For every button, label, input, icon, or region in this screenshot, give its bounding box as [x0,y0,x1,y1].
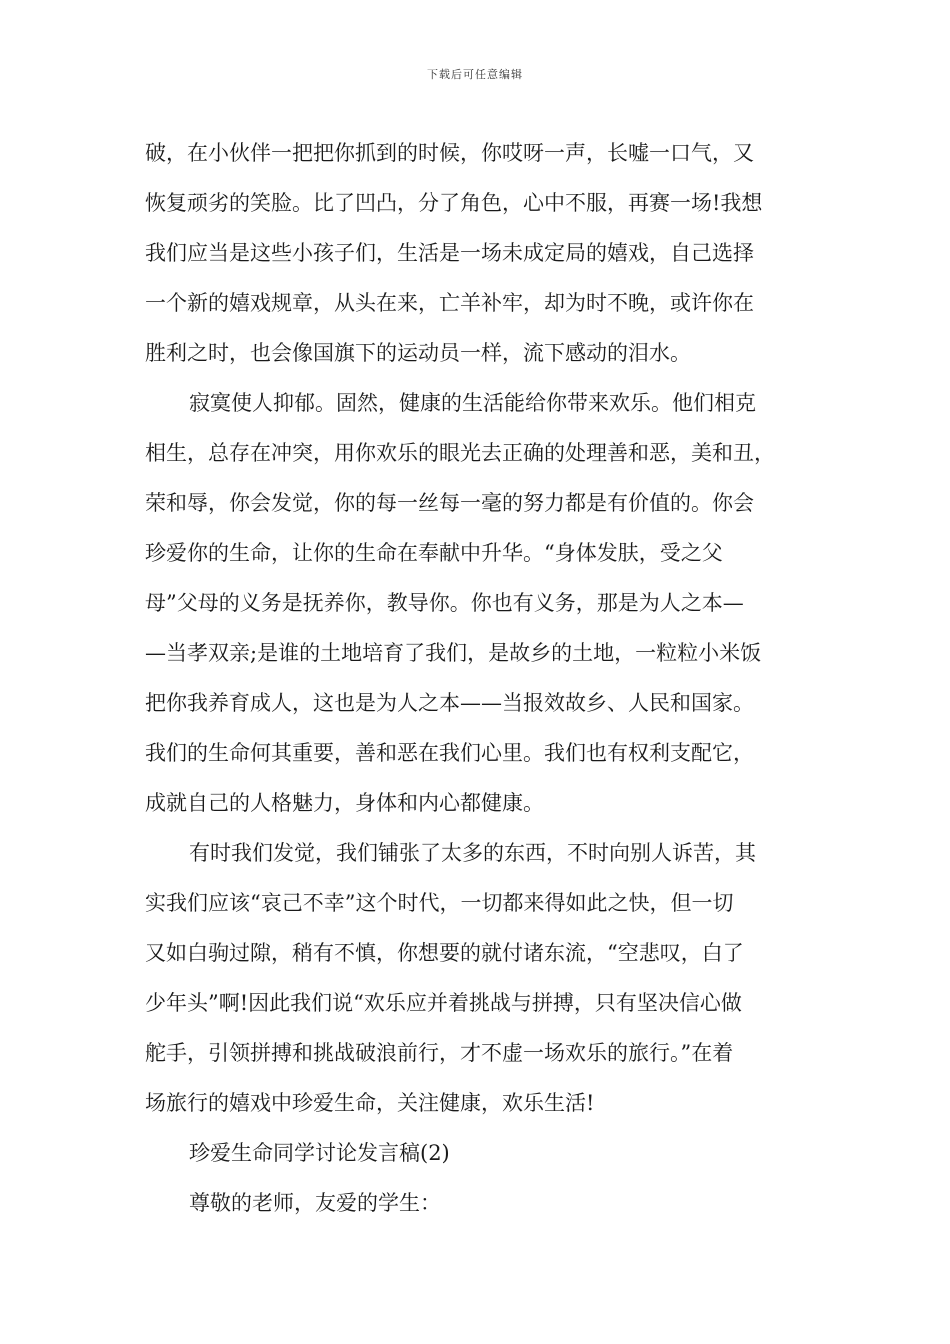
text-line: 我们的生命何其重要，善和恶在我们心里。我们也有权利支配它， [145,741,754,765]
text-line: 珍爱你的生命，让你的生命在奉献中升华。“身体发肤，受之父 [145,541,723,565]
text-line: 成就自己的人格魅力，身体和内心都健康。 [145,791,544,815]
paragraph [145,1178,810,1228]
paragraph [145,128,810,378]
text-line: 少年头”啊!因此我们说“欢乐应并着挑战与拼搏，只有坚决信心做 [145,991,742,1015]
text-line: 恢复顽劣的笑脸。比了凹凸，分了角色，心中不服，再赛一场!我想 [145,191,763,215]
text-line: —当孝双亲;是谁的土地培育了我们，是故乡的土地，一粒粒小米饭 [145,641,762,665]
paragraph [145,1128,810,1178]
text-line: 场旅行的嬉戏中珍爱生命，关注健康，欢乐生活! [145,1091,595,1115]
text-line: 荣和辱，你会发觉，你的每一丝每一毫的努力都是有价值的。你会 [145,491,754,515]
text-line: 一个新的嬉戏规章，从头在来，亡羊补牢，却为时不晚，或许你在 [145,291,754,315]
text-line: 实我们应该“哀己不幸”这个时代，一切都来得如此之快，但一切 [145,891,734,915]
text-line: 胜利之时，也会像国旗下的运动员一样，流下感动的泪水。 [145,341,691,365]
text-line: 有时我们发觉，我们铺张了太多的东西，不时向别人诉苦，其 [189,841,756,865]
text-line: 舵手，引领拼搏和挑战破浪前行，才不虚一场欢乐的旅行。”在着 [145,1041,734,1065]
text-line: 尊敬的老师，友爱的学生： [189,1191,441,1215]
text-line: 把你我养育成人，这也是为人之本——当报效故乡、人民和国家。 [145,691,754,715]
text-line: 我们应当是这些小孩子们，生活是一场未成定局的嬉戏，自己选择 [145,241,754,265]
paragraph [145,828,810,1128]
text-line: 寂寞使人抑郁。固然，健康的生活能给你带来欢乐。他们相克 [189,391,756,415]
paragraph [145,378,810,828]
text-line: 破，在小伙伴一把把你抓到的时候，你哎呀一声，长嘘一口气，又 [145,141,754,165]
text-line: 又如白驹过隙，稍有不慎，你想要的就付诸东流，“空悲叹，白了 [145,941,744,965]
page-header: 下载后可任意编辑 [427,68,523,81]
document-body [145,128,810,1228]
text-line: 相生，总存在冲突，用你欢乐的眼光去正确的处理善和恶，美和丑， [145,441,775,465]
text-line: 母”父母的义务是抚养你，教导你。你也有义务，那是为人之本— [145,591,744,615]
text-line: 珍爱生命同学讨论发言稿(2) [189,1141,450,1165]
